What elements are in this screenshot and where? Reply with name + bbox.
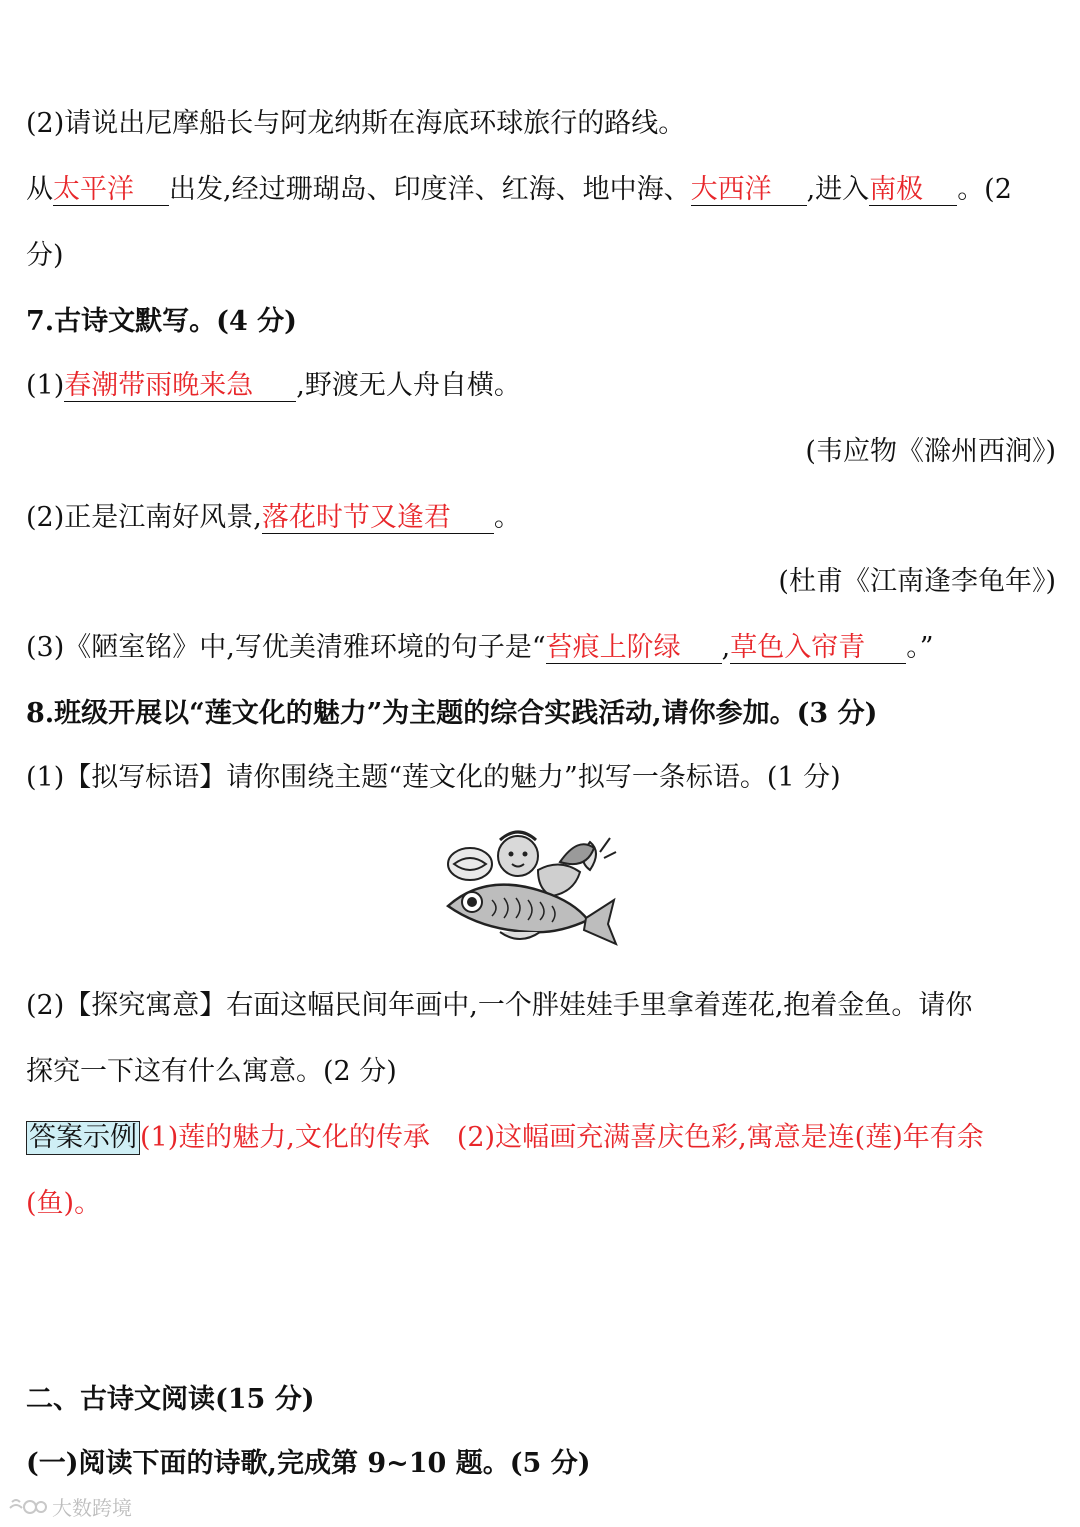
- q7-1-source: (韦应物《滁州西涧》): [805, 436, 1056, 467]
- q6-2-prompt: (2)请说出尼摩船长与阿龙纳斯在海底环球旅行的路线。: [26, 108, 686, 139]
- answer-blank-2: 大西洋: [691, 175, 807, 206]
- folk-painting-image: [440, 822, 620, 954]
- q7-title: 7.古诗文默写。(4 分): [26, 306, 297, 337]
- answer-blank-1: 太平洋: [53, 175, 169, 206]
- q6-2-end: 。(2: [957, 174, 1012, 205]
- q7-2-post: 。: [493, 502, 521, 533]
- watermark: [8, 1492, 132, 1521]
- q7-2-source: (杜甫《江南逢李龟年》): [778, 566, 1056, 597]
- answer-blank-7: 草色入帘青: [730, 633, 906, 664]
- answer-blank-4: 春潮带雨晚来急: [64, 371, 296, 402]
- answer-blank-6: 苔痕上阶绿: [546, 633, 722, 664]
- watermark-logo-icon: [8, 1496, 48, 1518]
- section2-title: 二、古诗文阅读(15 分): [26, 1384, 315, 1415]
- answer-example-line2: (鱼)。: [26, 1188, 102, 1219]
- q7-2-pre: (2)正是江南好风景,: [26, 502, 262, 533]
- q7-1-post: ,野渡无人舟自横。: [296, 370, 521, 401]
- q8-title: 8.班级开展以“莲文化的魅力”为主题的综合实践活动,请你参加。(3 分): [26, 698, 878, 729]
- section2-subtitle: (一)阅读下面的诗歌,完成第 9~10 题。(5 分): [26, 1448, 591, 1479]
- q6-2-score: 分): [26, 240, 64, 271]
- q8-1: (1)【拟写标语】请你围绕主题“莲文化的魅力”拟写一条标语。(1 分): [26, 762, 841, 793]
- q6-2-mid1: 出发,经过珊瑚岛、印度洋、红海、地中海、: [169, 174, 691, 205]
- q7-3-mid: ,: [721, 632, 731, 663]
- watermark-text: 大数跨境: [52, 1496, 132, 1520]
- q7-1: [26, 368, 1056, 404]
- q7-3-pre: (3)《陋室铭》中,写优美清雅环境的句子是“: [26, 632, 546, 663]
- child-carp-lotus-papercut: [440, 822, 620, 954]
- q7-3-post: 。”: [906, 632, 934, 663]
- q7-1-pre: (1): [26, 370, 65, 401]
- q6-2-pre: 从: [26, 174, 53, 205]
- q8-2-line2: 探究一下这有什么寓意。(2 分): [26, 1056, 397, 1087]
- q7-2: [26, 500, 1056, 536]
- answer-blank-3: 南极: [869, 175, 957, 206]
- answer-example-text: (1)莲的魅力,文化的传承 (2)这幅画充满喜庆色彩,寓意是连(莲)年有余: [140, 1122, 984, 1153]
- q6-2-answer-line: [26, 172, 1056, 208]
- answer-blank-5: 落花时节又逢君: [262, 503, 494, 534]
- q8-2-line1: (2)【探究寓意】右面这幅民间年画中,一个胖娃娃手里拿着莲花,抱着金鱼。请你: [26, 990, 973, 1021]
- answer-example-line1: [26, 1120, 1056, 1156]
- answer-example-tag: 答案示例: [26, 1121, 140, 1155]
- q6-2-mid2: ,进入: [806, 174, 870, 205]
- q7-3: [26, 630, 1056, 666]
